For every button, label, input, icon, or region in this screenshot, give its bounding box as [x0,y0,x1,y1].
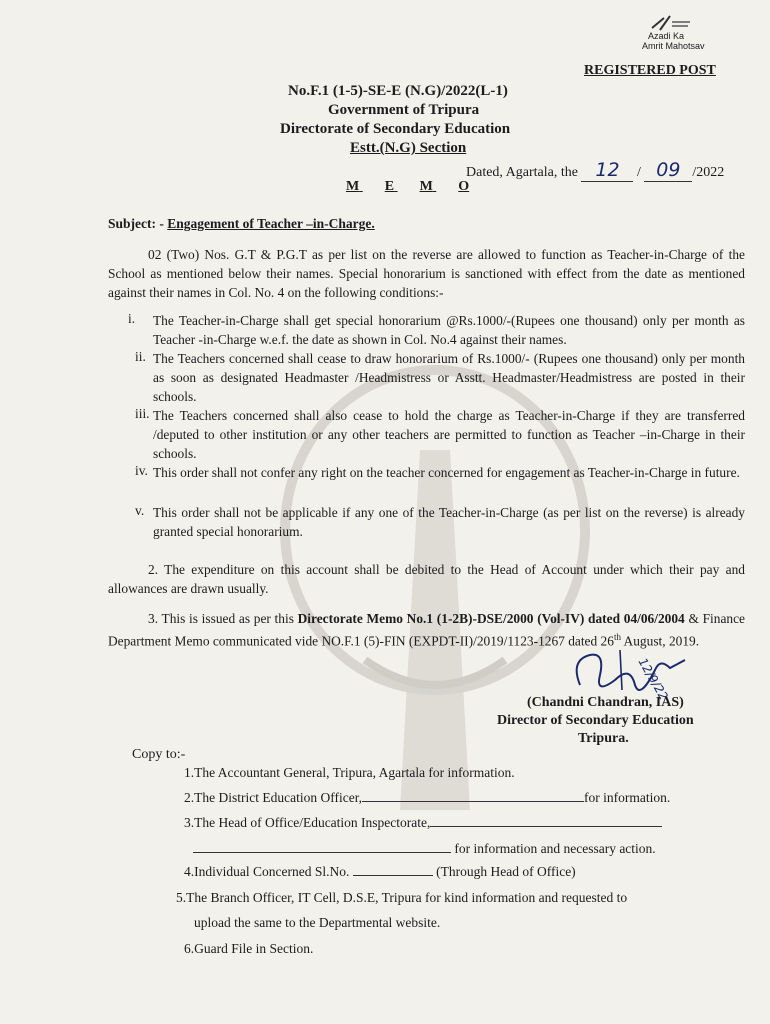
dated-line [466,159,724,182]
subject-text: Engagement of Teacher –in-Charge. [167,216,375,231]
copy-item-text: for information and necessary action. [454,841,656,856]
condition-text: The Teacher-in-Charge shall get special honorarium @Rs.1000/-(Rupees one thousand) only per month as Teacher -in-Charge w.e.f. the date as shown in Col. No.4 against their names. [153,313,745,347]
reference-number: No.F.1 (1-5)-SE-E (N.G)/2022(L-1) [288,83,508,99]
condition-number: i. [128,311,136,326]
signatory-place: Tripura. [578,731,629,746]
blank-line [430,826,662,827]
copy-to-item [184,864,576,880]
copy-item-text: 3.The Head of Office/Education Inspectorate, [184,815,431,830]
para3-directorate-memo: Directorate Memo No.1 (1-2B)-DSE/2000 (Vol-IV) dated 04/06/2004 [297,611,685,626]
dated-label: Dated, Agartala, the [466,165,578,180]
dated-month: 09 [644,159,692,182]
para3-superscript: th [613,632,621,642]
condition-number: v. [135,503,145,518]
paragraph-2: 2. The expenditure on this account shall be debited to the Head of Account under which their pay and allowances are drawn usually. [108,562,745,596]
intro-paragraph: 02 (Two) Nos. G.T & P.G.T as per list on the reverse are allowed to function as Teacher-in-Charge of the School as mentioned below their names. Special honorarium is sanctioned with effect from the date as mentioned against their names in Col. No. 4 on the following conditions:- [108,247,745,300]
copy-to-label: Copy to:- [132,747,186,762]
copy-to-item: 5.The Branch Officer, IT Cell, D.S.E, Tripura for kind information and requested to [176,890,628,905]
registered-post: REGISTERED POST [584,63,716,78]
copy-to-item [184,815,662,831]
copy-to-item: 6.Guard File in Section. [184,941,314,956]
copy-to-item [184,790,670,806]
memo-letter: E [384,179,395,194]
copy-to-item: 1.The Accountant General, Tripura, Agartala for information. [184,765,515,780]
signature-date: 12/9/22 [635,655,671,703]
signatory-name: (Chandni Chandran, IAS) [527,695,684,710]
copy-item-text: (Through Head of Office) [436,864,576,879]
logo-line1: Azadi Ka [648,31,685,41]
signatory-title: Director of Secondary Education [497,713,694,728]
copy-to-item: upload the same to the Departmental website. [194,915,441,930]
blank-line [193,852,451,853]
dated-year: /2022 [692,165,725,180]
subject-line [108,216,375,232]
memo-letter: M [419,179,433,194]
memo-letter: O [458,179,470,194]
para3-text: & Finance Department Memo communicated vide NO.F.1 (5)-FIN (EXPDT-II)/2019/1123-1267 dated 26 [108,611,746,649]
blank-line [362,801,584,802]
azadi-ka-amrit-mahotsav-logo [640,14,745,56]
condition-number: ii. [135,349,146,364]
section-name: Estt.(N.G) Section [350,140,467,156]
condition-number: iv. [135,463,148,478]
condition-text: This order shall not be applicable if any one of the Teacher-in-Charge (as per list on the reverse) is already granted special honorarium. [153,505,745,539]
memo-heading [346,179,469,195]
dated-day: 12 [581,159,633,182]
copy-to-item [193,841,656,857]
dated-separator: / [636,165,641,180]
government-name: Government of Tripura [328,102,480,118]
para3-text: 3. This is issued as per this [148,611,298,626]
copy-item-text: for information. [584,790,671,805]
blank-line [353,875,433,876]
memo-letter: M [346,179,360,194]
condition-number: iii. [135,406,150,421]
copy-item-text: 4.Individual Concerned Sl.No. [184,864,350,879]
directorate-name: Directorate of Secondary Education [280,121,511,137]
condition-text: The Teachers concerned shall also cease to hold the charge as Teacher-in-Charge if they are transferred /deputed to other institution or any other teachers are permitted to function as Teacher –in-Charge in their schools. [153,408,745,461]
condition-text: This order shall not confer any right on the teacher concerned for engagement as Teacher-in-Charge in future. [153,465,740,480]
copy-item-text: 2.The District Education Officer, [184,790,363,805]
logo-line2: Amrit Mahotsav [642,41,705,51]
subject-label: Subject: - [108,216,164,231]
para3-text: August, 2019. [620,633,700,649]
condition-text: The Teachers concerned shall cease to draw honorarium of Rs.1000/- (Rupees one thousand) only per month as soon as designated Headmaster /Headmistress or Asstt. Headmaster/Headmistress are posted in their schools. [153,351,745,404]
